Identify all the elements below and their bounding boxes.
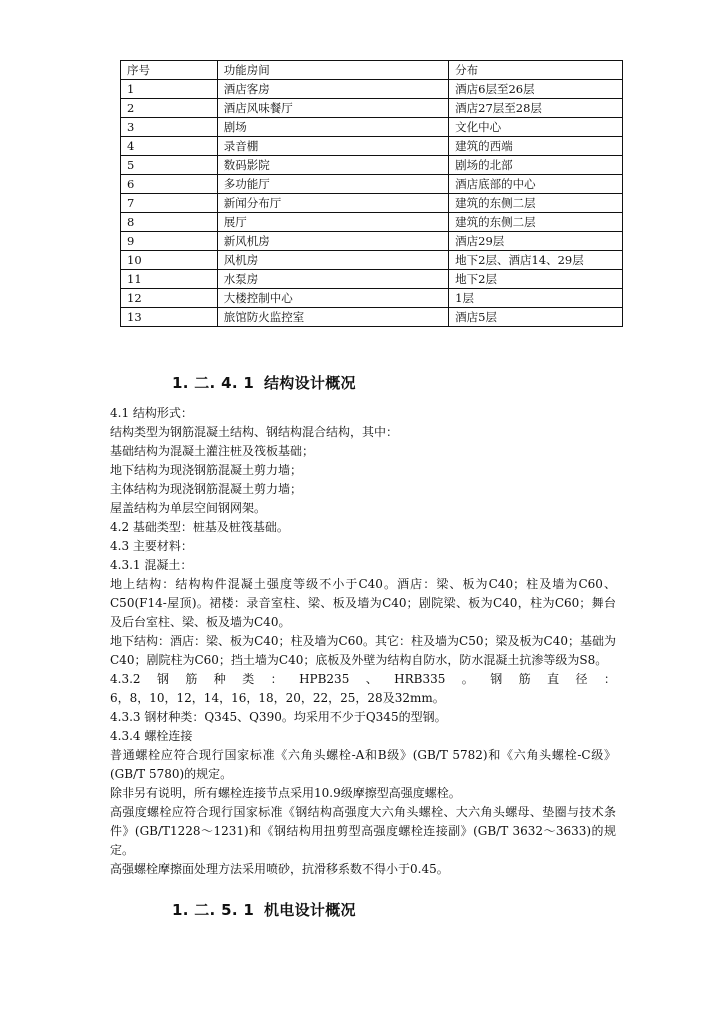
table-row (121, 270, 623, 289)
cell-room: 大楼控制中心 (217, 289, 448, 308)
cell-index: 4 (121, 137, 218, 156)
cell-location: 1层 (449, 289, 623, 308)
paragraph: 地下结构：酒店：梁、板为C40；柱及墙为C60。其它：柱及墙为C50；梁及板为C40；基础为C40；剧院柱为C60；挡土墙为C40；底板及外壁为结构自防水，防水混凝土抗渗等级为S8。 (110, 634, 616, 667)
spread-token: HPB235 (299, 672, 350, 686)
function-room-table (120, 60, 623, 327)
spread-token: ： (270, 672, 283, 686)
paragraph-spread (110, 670, 616, 689)
paragraph: 普通螺栓应符合现行国家标准《六角头螺栓-A和B级》(GB/T 5782)和《六角头螺栓-C级》(GB/T 5780)的规定。 (110, 748, 616, 781)
paragraph: 4.1 结构形式： (110, 406, 193, 420)
cell-location: 建筑的东侧二层 (449, 213, 623, 232)
cell-room: 水泵房 (217, 270, 448, 289)
cell-location: 地下2层 (449, 270, 623, 289)
table-header-row (121, 61, 623, 80)
paragraph: 高强度螺栓应符合现行国家标准《钢结构高强度大六角头螺栓、大六角头螺母、垫圈与技术条件》(GB/T1228～1231)和《钢结构用扭剪型高强度螺栓连接副》(GB/T 3632～3633)的规定。 (110, 805, 616, 857)
paragraph: 4.3.4 螺栓连接 (110, 729, 193, 743)
table-body (121, 80, 623, 327)
spread-token: 直 (547, 672, 560, 686)
cell-index: 11 (121, 270, 218, 289)
table-row (121, 213, 623, 232)
paragraph: 4.2 基础类型：桩基及桩筏基础。 (110, 520, 289, 534)
table-row (121, 194, 623, 213)
cell-location: 酒店6层至26层 (449, 80, 623, 99)
paragraph: 主体结构为现浇钢筋混凝土剪力墙； (110, 482, 303, 496)
cell-index: 3 (121, 118, 218, 137)
cell-room: 录音棚 (217, 137, 448, 156)
paragraph: 结构类型为钢筋混凝土结构、钢结构混合结构，其中： (110, 425, 399, 439)
cell-index: 8 (121, 213, 218, 232)
cell-location: 酒店底部的中心 (449, 175, 623, 194)
table-row (121, 251, 623, 270)
table-row (121, 99, 623, 118)
cell-index: 9 (121, 232, 218, 251)
paragraph: 高强螺栓摩擦面处理方法采用喷砂，抗滑移系数不得小于0.45。 (110, 862, 449, 876)
table-row (121, 156, 623, 175)
table-row (121, 308, 623, 327)
section-heading-structure (172, 372, 356, 393)
spread-token: ： (603, 672, 616, 686)
cell-room: 旅馆防火监控室 (217, 308, 448, 327)
cell-index: 7 (121, 194, 218, 213)
table-row (121, 137, 623, 156)
cell-location: 酒店29层 (449, 232, 623, 251)
spread-token: 、 (365, 672, 378, 686)
section-body (110, 404, 616, 879)
cell-index: 10 (121, 251, 218, 270)
cell-location: 酒店5层 (449, 308, 623, 327)
cell-room: 新风机房 (217, 232, 448, 251)
section-number: 1. 二. 4. 1 (172, 374, 255, 392)
cell-room: 多功能厅 (217, 175, 448, 194)
cell-room: 酒店客房 (217, 80, 448, 99)
spread-token: 筋 (185, 672, 198, 686)
cell-location: 建筑的西端 (449, 137, 623, 156)
spread-token: 。 (461, 672, 474, 686)
cell-index: 5 (121, 156, 218, 175)
table-row (121, 232, 623, 251)
cell-index: 2 (121, 99, 218, 118)
table-row (121, 289, 623, 308)
cell-location: 酒店27层至28层 (449, 99, 623, 118)
header-room: 功能房间 (217, 61, 448, 80)
paragraph: 4.3.1 混凝土： (110, 558, 193, 572)
section-title: 结构设计概况 (264, 374, 356, 392)
cell-index: 1 (121, 80, 218, 99)
cell-room: 剧场 (217, 118, 448, 137)
cell-index: 6 (121, 175, 218, 194)
table-row (121, 175, 623, 194)
cell-index: 13 (121, 308, 218, 327)
cell-room: 数码影院 (217, 156, 448, 175)
paragraph: 4.3.3 钢材种类：Q345、Q390。均采用不少于Q345的型钢。 (110, 710, 447, 724)
paragraph: 地上结构：结构构件混凝土强度等级不小于C40。酒店：梁、板为C40；柱及墙为C60、C50(F14-屋顶)。裙楼：录音室柱、梁、板及墙为C40；剧院梁、板为C40，柱为C60；舞台及后台室柱、梁、板及墙为C40。 (110, 577, 616, 629)
cell-room: 新闻分布厅 (217, 194, 448, 213)
paragraph: 4.3 主要材料： (110, 539, 193, 553)
header-index: 序号 (121, 61, 218, 80)
cell-room: 酒店风味餐厅 (217, 99, 448, 118)
header-location: 分布 (449, 61, 623, 80)
cell-location: 剧场的北部 (449, 156, 623, 175)
section-title: 机电设计概况 (264, 901, 356, 919)
spread-token: 筋 (518, 672, 531, 686)
spread-token: 4.3.2 (110, 672, 141, 686)
paragraph: 6，8，10，12，14，16，18，20，22，25，28及32mm。 (110, 691, 445, 705)
spread-token: HRB335 (394, 672, 446, 686)
spread-token: 类 (242, 672, 255, 686)
spread-token: 种 (213, 672, 226, 686)
paragraph: 基础结构为混凝土灌注桩及筏板基础； (110, 444, 315, 458)
spread-token: 钢 (490, 672, 503, 686)
table-row (121, 118, 623, 137)
paragraph: 屋盖结构为单层空间钢网架。 (110, 501, 267, 515)
cell-location: 建筑的东侧二层 (449, 194, 623, 213)
cell-location: 地下2层、酒店14、29层 (449, 251, 623, 270)
section-heading-mep (172, 899, 356, 920)
cell-index: 12 (121, 289, 218, 308)
spread-token: 径 (575, 672, 588, 686)
paragraph: 除非另有说明，所有螺栓连接节点采用10.9级摩擦型高强度螺栓。 (110, 786, 461, 800)
cell-room: 风机房 (217, 251, 448, 270)
paragraph: 地下结构为现浇钢筋混凝土剪力墙； (110, 463, 303, 477)
cell-location: 文化中心 (449, 118, 623, 137)
table-row (121, 80, 623, 99)
cell-room: 展厅 (217, 213, 448, 232)
section-number: 1. 二. 5. 1 (172, 901, 255, 919)
spread-token: 钢 (156, 672, 169, 686)
